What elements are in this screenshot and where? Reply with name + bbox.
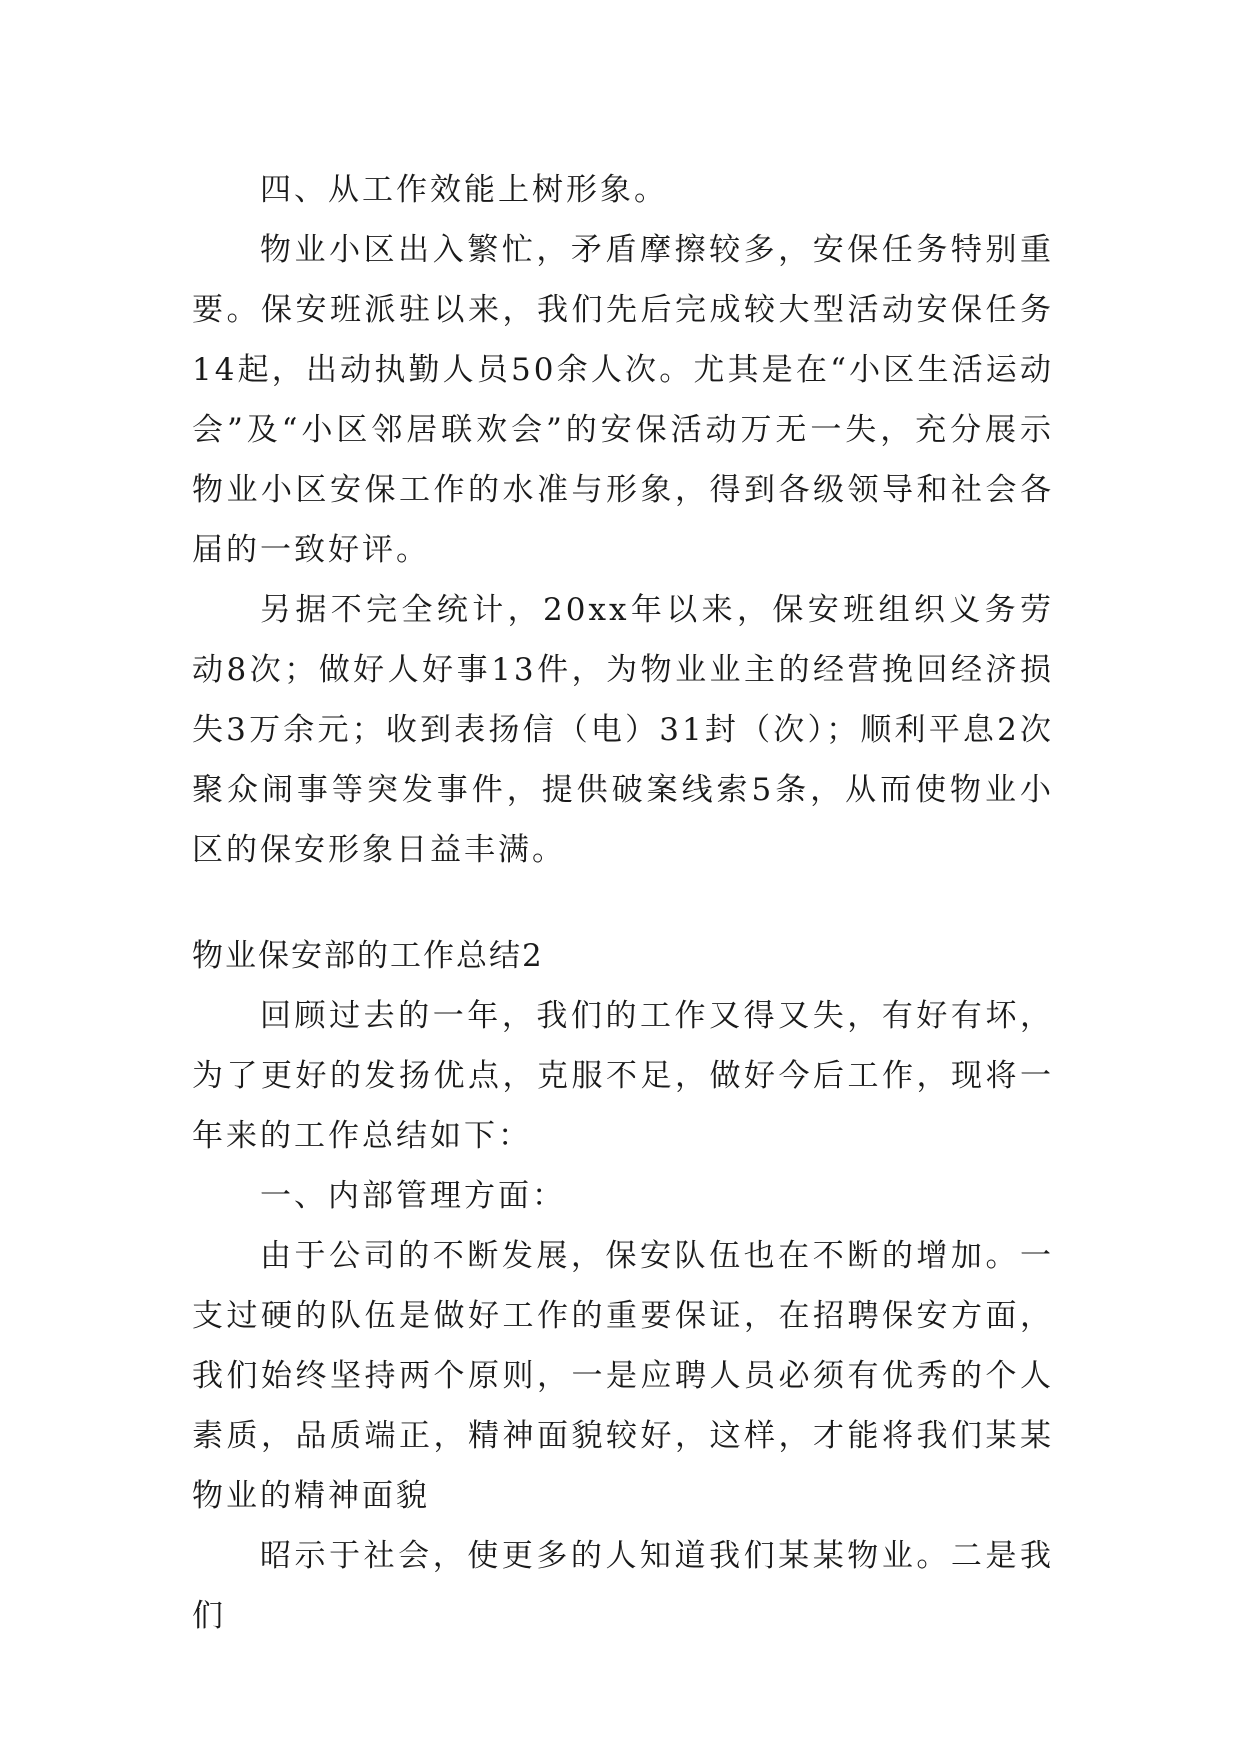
paragraph-review-intro: 回顾过去的一年，我们的工作又得又失，有好有坏，为了更好的发扬优点，克服不足，做好今后工作，现将一年来的工作总结如下：	[192, 998, 1054, 1154]
paragraph-team-recruitment: 由于公司的不断发展，保安队伍也在不断的增加。一支过硬的队伍是做好工作的重要保证，在招聘保安方面，我们始终坚持两个原则，一是应聘人员必须有优秀的个人素质，品质端正，精神面貌较好，这样，才能将我们某某物业的精神面貌	[192, 1238, 1054, 1514]
paragraph-continuation: 昭示于社会，使更多的人知道我们某某物业。二是我们	[192, 1538, 1054, 1634]
section-one-heading: 一、内部管理方面：	[260, 1178, 566, 1214]
summary-title: 物业保安部的工作总结2	[192, 938, 544, 974]
paragraph-security-tasks: 物业小区出入繁忙，矛盾摩擦较多，安保任务特别重要。保安班派驻以来，我们先后完成较大型活动安保任务14起，出动执勤人员50余人次。尤其是在“小区生活运动会”及“小区邻居联欢会”的安保活动万无一失，充分展示物业小区安保工作的水准与形象，得到各级领导和社会各届的一致好评。	[192, 232, 1054, 568]
document-body	[192, 160, 1054, 1646]
section-four-heading: 四、从工作效能上树形象。	[260, 172, 668, 208]
section-spacer	[192, 880, 1054, 926]
paragraph-statistics: 另据不完全统计，20xx年以来，保安班组织义务劳动8次；做好人好事13件，为物业业主的经营挽回经济损失3万余元；收到表扬信（电）31封（次）；顺利平息2次聚众闹事等突发事件，提供破案线索5条，从而使物业小区的保安形象日益丰满。	[192, 592, 1054, 868]
